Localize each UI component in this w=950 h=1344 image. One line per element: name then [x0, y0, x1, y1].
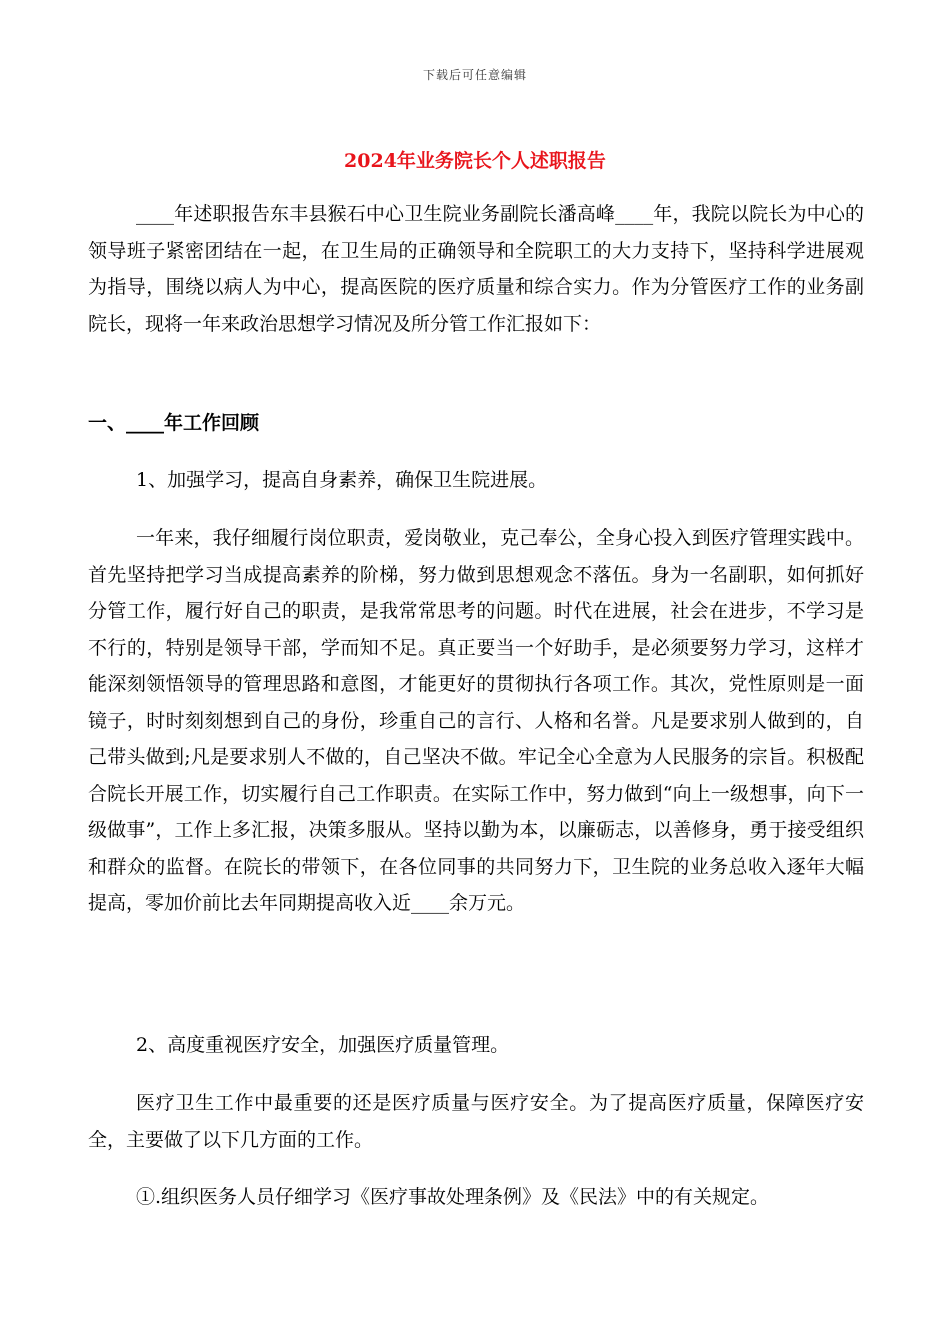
item1-heading: 1、加强学习，提高自身素养，确保卫生院进展。	[136, 469, 548, 491]
section-heading: 一、____年工作回顾	[88, 412, 260, 434]
item2-heading: 2、高度重视医疗安全，加强医疗质量管理。	[136, 1034, 510, 1056]
intro-paragraph: ____年述职报告东丰县猴石中心卫生院业务副院长潘高峰____年，我院以院长为中心的领导班子紧密团结在一起，在卫生局的正确领导和全院职工的大力支持下，坚持科学进展观为指导，围绕以病人为中心，提高医院的医疗质量和综合实力。作为分管医疗工作的业务副院长，现将一年来政治思想学习情况及所分管工作汇报如下：	[88, 203, 864, 335]
item1-body: 一年来，我仔细履行岗位职责，爱岗敬业，克己奉公，全身心投入到医疗管理实践中。首先坚持把学习当成提高素养的阶梯，努力做到思想观念不落伍。身为一名副职，如何抓好分管工作，履行好自己的职责，是我常常思考的问题。时代在进展，社会在进步，不学习是不行的，特别是领导干部，学而知不足。真正要当一个好助手，是必须要努力学习，这样才能深刻领悟领导的管理思路和意图，才能更好的贯彻执行各项工作。其次，党性原则是一面镜子，时时刻刻想到自己的身份，珍重自己的言行、人格和名誉。凡是要求别人做到的，自己带头做到;凡是要求别人不做的，自己坚决不做。牢记全心全意为人民服务的宗旨。积极配合院长开展工作，切实履行自己工作职责。在实际工作中，努力做到“向上一级想事，向下一级做事”，工作上多汇报，决策多服从。坚持以勤为本，以廉砺志，以善修身，勇于接受组织和群众的监督。在院长的带领下，在各位同事的共同努力下，卫生院的业务总收入逐年大幅提高，零加价前比去年同期提高收入近____余万元。	[88, 527, 864, 914]
item2-body: 医疗卫生工作中最重要的还是医疗质量与医疗安全。为了提高医疗质量，保障医疗安全，主要做了以下几方面的工作。	[88, 1092, 864, 1151]
download-note: 下载后可任意编辑	[422, 68, 527, 82]
document-title: 2024年业务院长个人述职报告	[344, 150, 606, 172]
item2-sub1: ①.组织医务人员仔细学习《医疗事故处理条例》及《民法》中的有关规定。	[136, 1186, 770, 1208]
